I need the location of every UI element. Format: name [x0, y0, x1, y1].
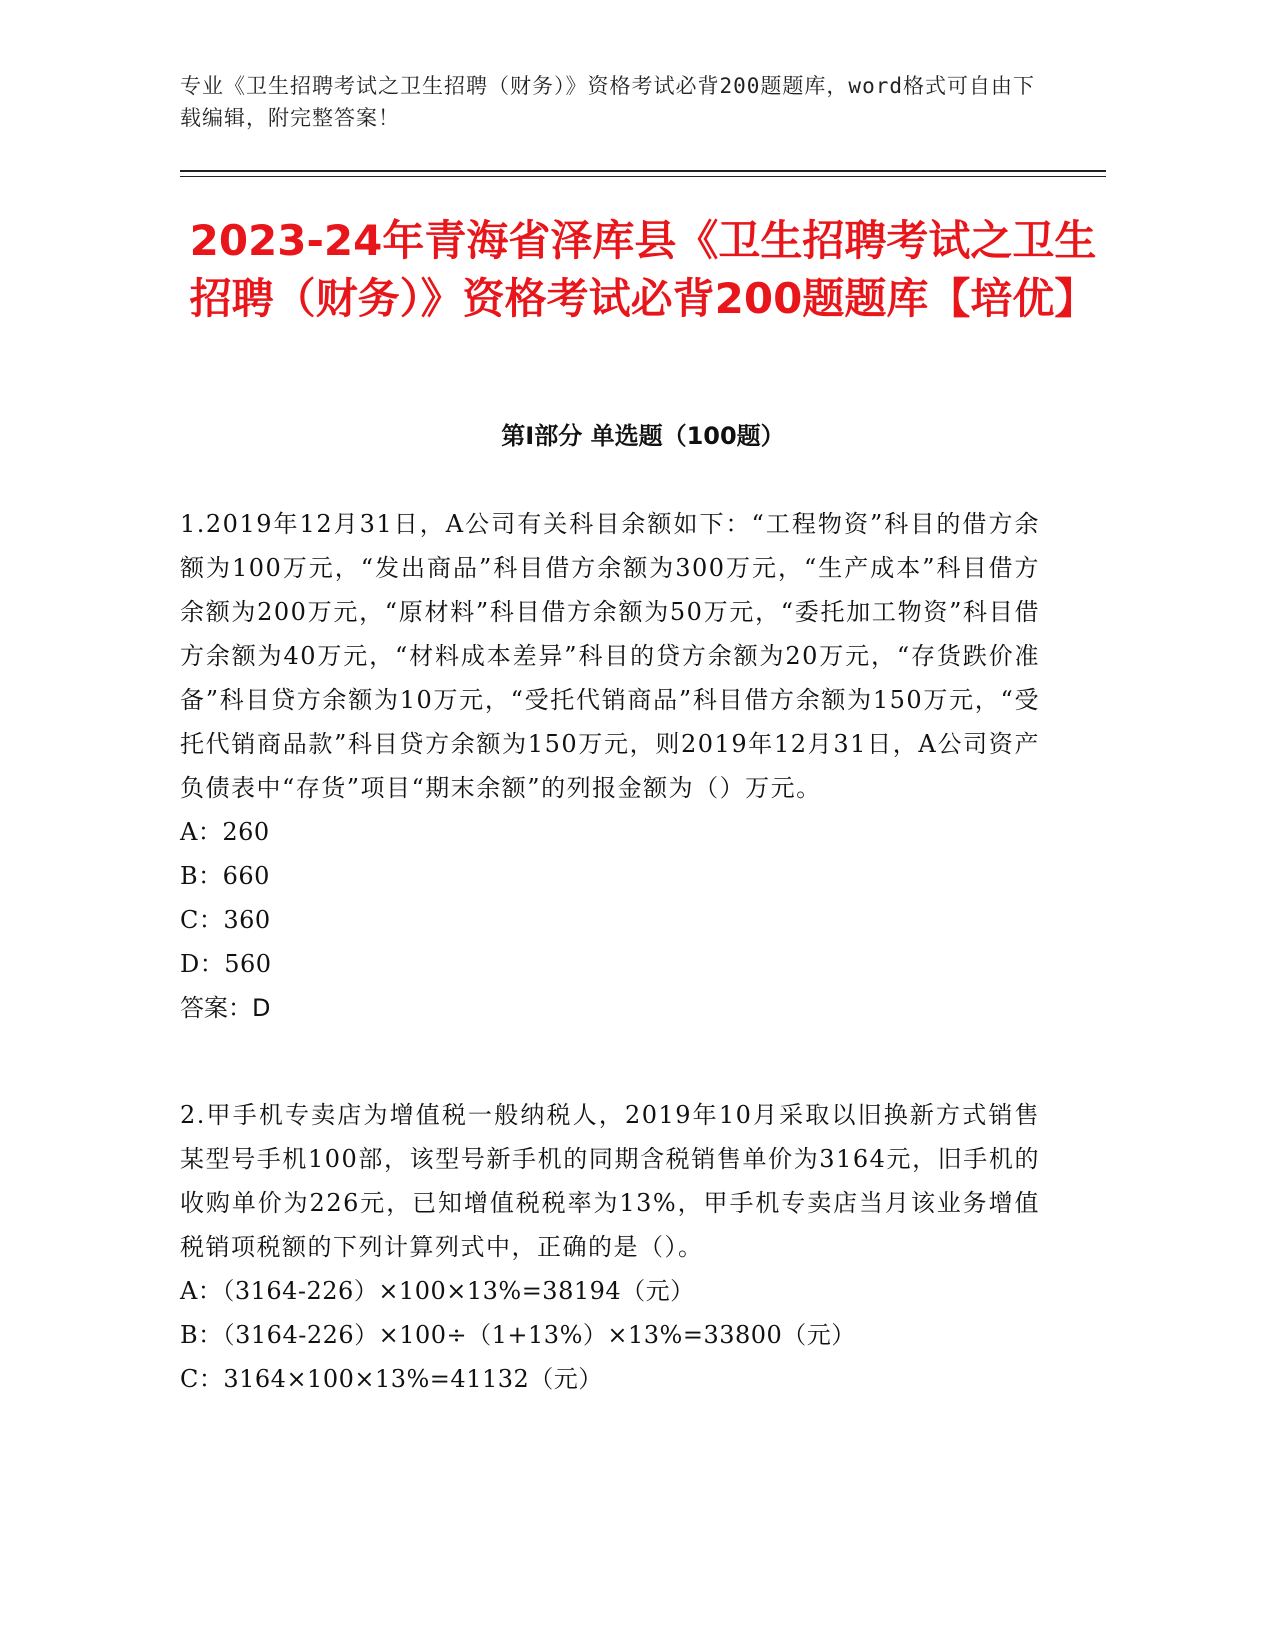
question-2	[180, 1093, 1040, 1401]
option-b: B：660	[180, 862, 270, 890]
option-c: C：360	[180, 906, 271, 934]
option-d: D：560	[180, 950, 272, 978]
question-stem: 1.2019年12月31日，A公司有关科目余额如下：“工程物资”科目的借方余额为100万元，“发出商品”科目借方余额为300万元，“生产成本”科目借方余额为200万元，“原材料”科目借方余额为50万元，“委托加工物资”科目借方余额为40万元，“材料成本差异”科目的贷方余额为20万元，“存货跌价准备”科目贷方余额为10万元，“受托代销商品”科目借方余额为150万元，“受托代销商品款”科目贷方余额为150万元，则2019年12月31日，A公司资产负债表中“存货”项目“期末余额”的列报金额为（）万元。	[180, 510, 1040, 802]
question-spacer	[180, 1030, 1040, 1093]
question-list	[180, 502, 1040, 1401]
document-title: 2023-24年青海省泽库县《卫生招聘考试之卫生招聘（财务）》资格考试必背200题题库【培优】	[189, 216, 1097, 323]
question-stem: 2.甲手机专卖店为增值税一般纳税人，2019年10月采取以旧换新方式销售某型号手机100部，该型号新手机的同期含税销售单价为3164元，旧手机的收购单价为226元，已知增值税税率为13%，甲手机专卖店当月该业务增值税销项税额的下列计算列式中，正确的是（）。	[180, 1101, 1040, 1261]
header-divider-thick	[180, 170, 1106, 172]
answer: 答案：D	[180, 994, 271, 1022]
option-c: C：3164×100×13%=41132（元）	[180, 1365, 603, 1393]
section-title: 第Ⅰ部分 单选题（100题）	[501, 422, 785, 450]
header-divider-thin	[180, 176, 1106, 177]
option-b: B：（3164-226）×100÷（1+13%）×13%=33800（元）	[180, 1321, 856, 1349]
option-a: A：260	[180, 818, 270, 846]
header-note: 专业《卫生招聘考试之卫生招聘（财务）》资格考试必背200题题库，word格式可自由下载编辑，附完整答案！	[180, 74, 1035, 130]
option-a: A：（3164-226）×100×13%=38194（元）	[180, 1277, 695, 1305]
question-1	[180, 502, 1040, 1030]
